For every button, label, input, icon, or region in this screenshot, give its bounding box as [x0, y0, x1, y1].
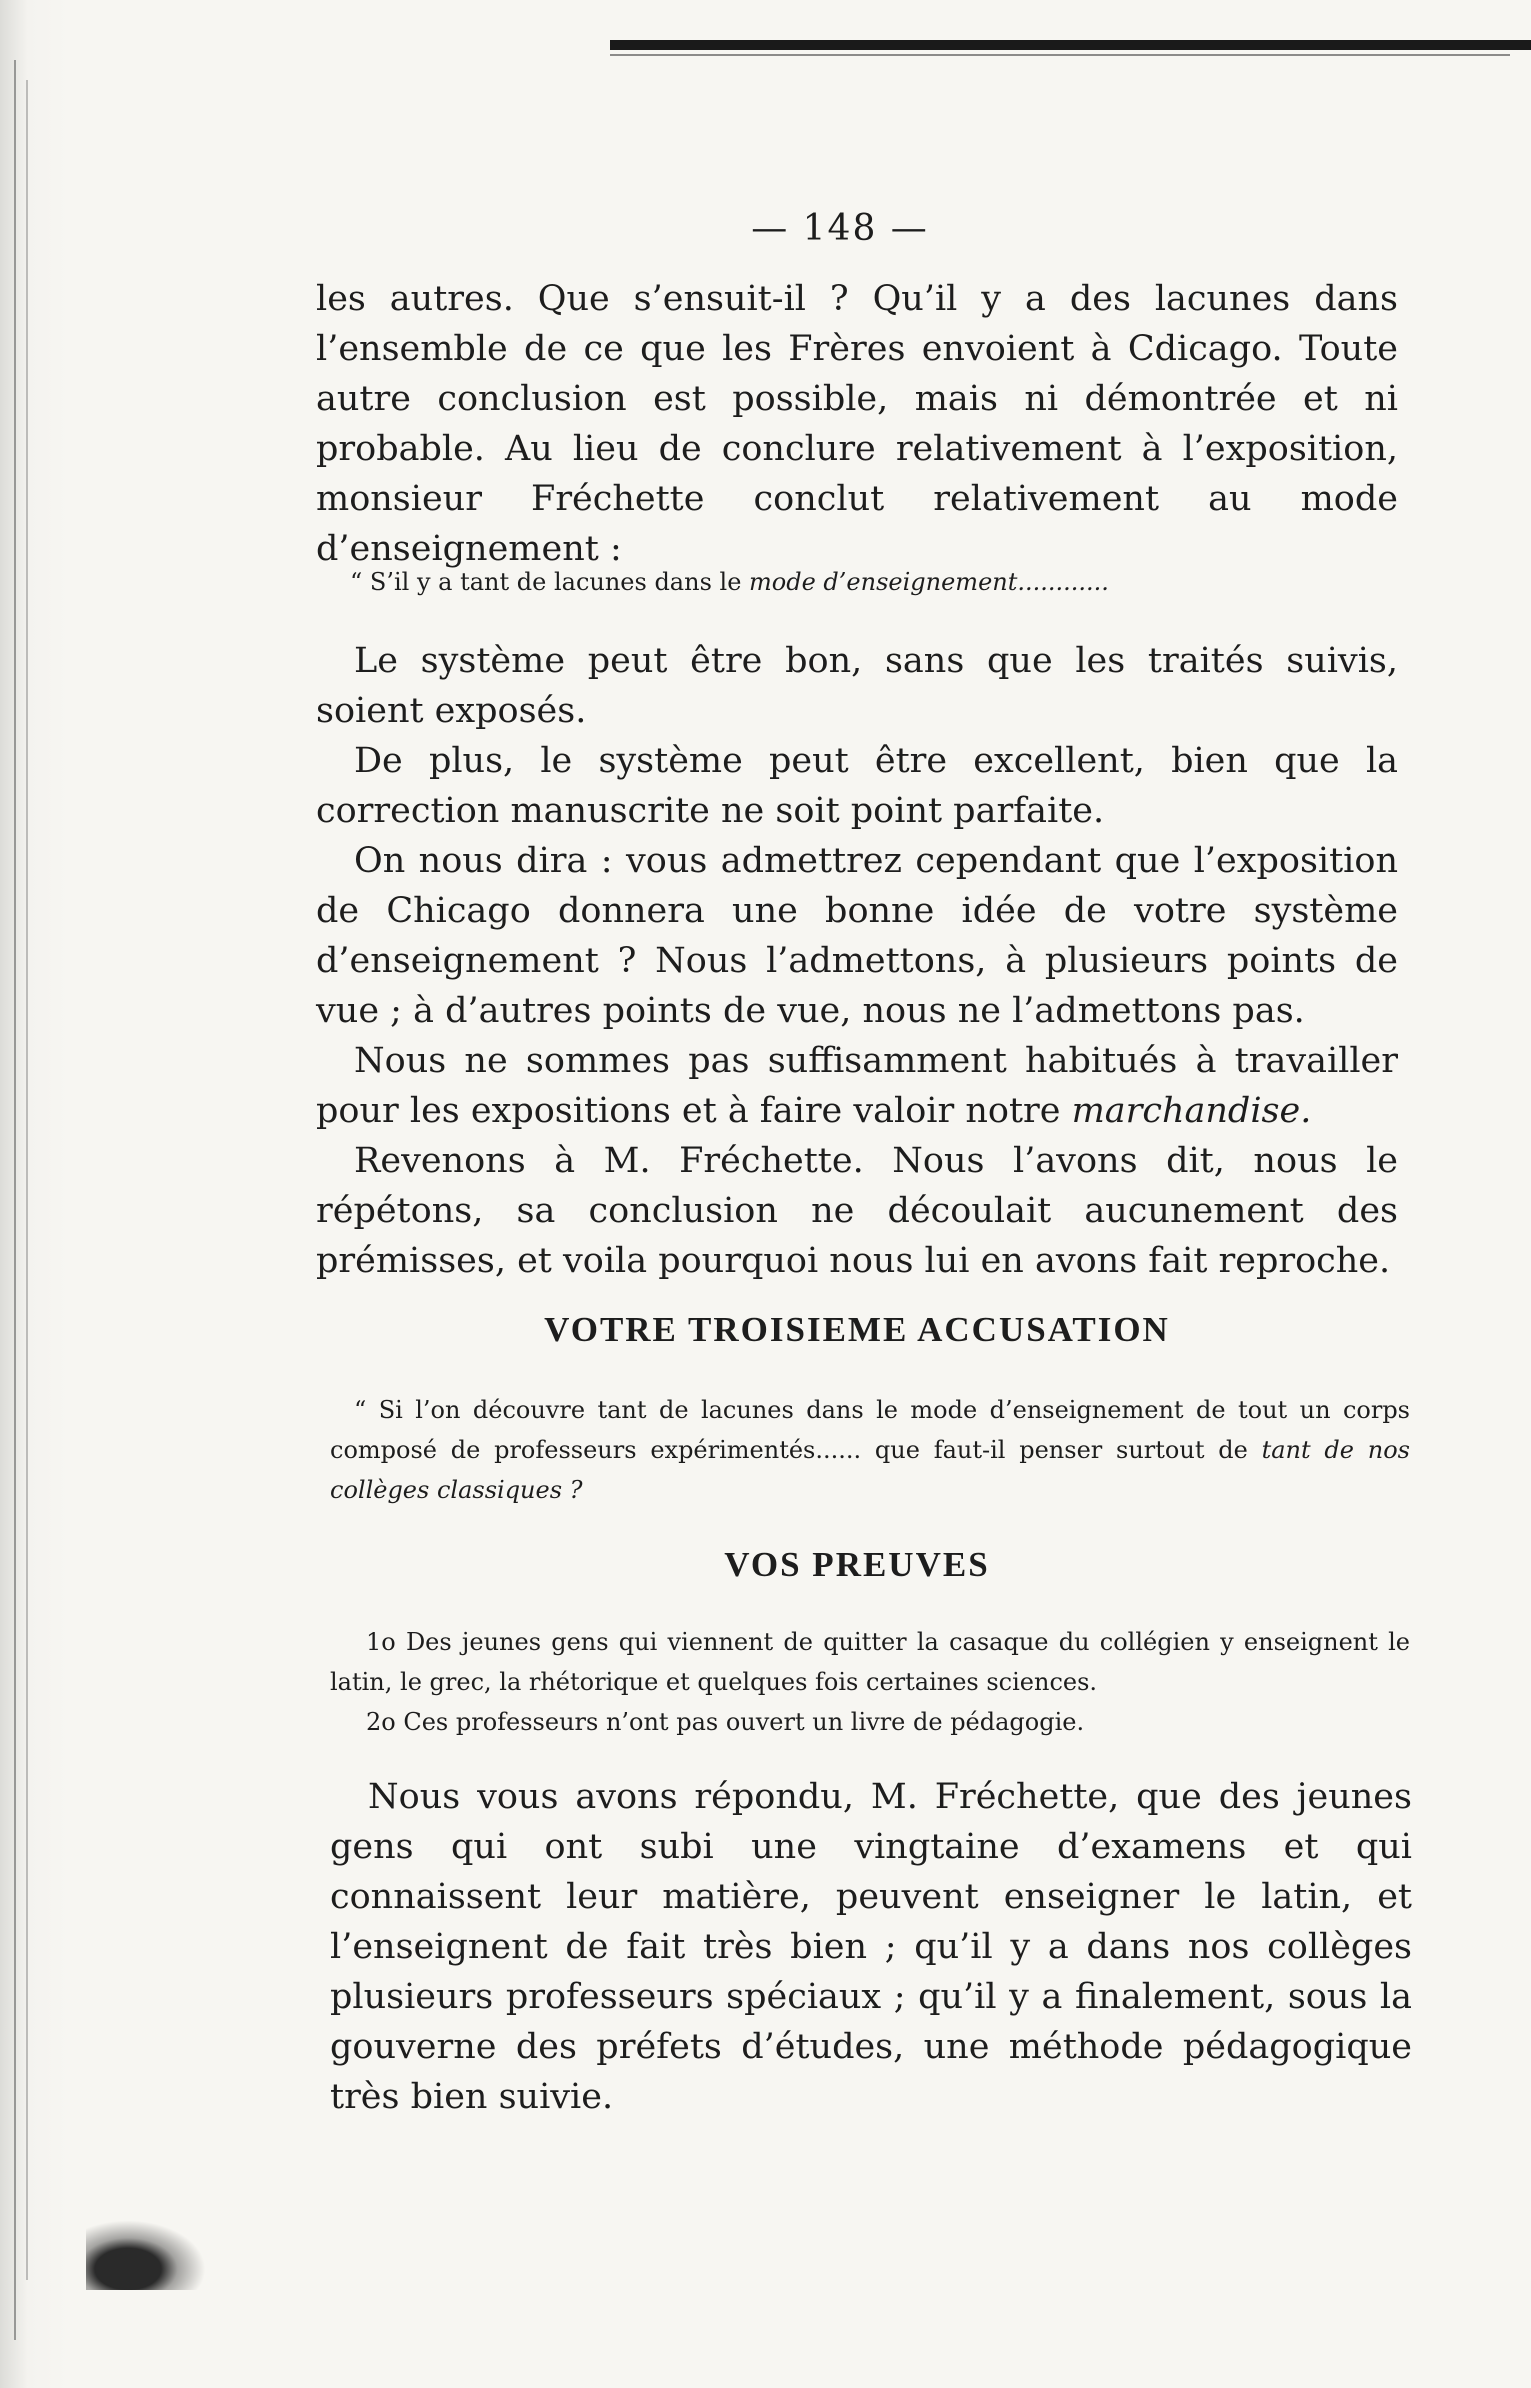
quote-mode-enseignement [350, 562, 1350, 602]
quote-italic: tant de nos collèges classiques ? [330, 1436, 1410, 1504]
scan-smudge [86, 2220, 206, 2290]
binding-shadow-line [26, 80, 28, 2280]
paragraph-systeme-bon: Le système peut être bon, sans que les traités suivis, soient exposés. [316, 641, 1398, 731]
paragraph-italic: marchandise. [1071, 1091, 1312, 1131]
quote-colleges-classiques [330, 1390, 1410, 1510]
paragraph-marchandise [316, 1036, 1398, 1136]
quote-italic: mode d’enseignement............ [749, 568, 1109, 596]
quote-text: “ Si l’on découvre tant de lacunes dans le mode d’enseignement de tout un corps composé de professeurs expérimentés...... que faut-il penser surtout de [330, 1396, 1410, 1464]
quote-text: “ S’il y a tant de lacunes dans le [350, 568, 750, 596]
top-rule [610, 40, 1531, 50]
page-binding-edge [0, 0, 70, 2388]
binding-shadow-line [14, 60, 16, 2340]
paragraph-final-response: Nous vous avons répondu, M. Fréchette, que des jeunes gens qui ont subi une vingtaine d’examens et qui connaissent leur matière, peuvent enseigner le latin, et l’enseignent de fait très bien ; qu’il y a dans nos collèges plusieurs professeurs spéciaux ; qu’il y a finalement, sous la gouverne des préfets d’études, une méthode pédagogique très bien suivie. [330, 1777, 1412, 2117]
proof-item-2: 2o Ces professeurs n’ont pas ouvert un livre de pédagogie. [366, 1708, 1085, 1736]
paragraph-correction: De plus, le système peut être excellent, bien que la correction manuscrite ne soit point parfaite. [316, 741, 1398, 831]
proof-item-1: 1o Des jeunes gens qui viennent de quitter la casaque du collégien y enseignent le latin, le grec, la rhétorique et quelques fois certaines sciences. [330, 1628, 1410, 1696]
section-heading-accusation: VOTRE TROISIEME ACCUSATION [544, 1310, 1170, 1349]
top-rule-thin [610, 54, 1510, 56]
paragraph-revenons: Revenons à M. Fréchette. Nous l’avons dit, nous le répétons, sa conclusion ne découlait aucunement des prémisses, et voila pourquoi nous lui en avons fait reproche. [316, 1141, 1398, 1281]
paragraph-exposition-chicago: On nous dira : vous admettrez cependant que l’exposition de Chicago donnera une bonne idée de votre système d’enseignement ? Nous l’admettons, à plusieurs points de vue ; à d’autres points de vue, nous ne l’admettons pas. [316, 841, 1398, 1031]
section-heading-preuves: VOS PREUVES [724, 1545, 990, 1584]
page-number: — 148 — [751, 208, 929, 249]
paragraph-opening: les autres. Que s’ensuit-il ? Qu’il y a des lacunes dans l’ensemble de ce que les Frères envoient à Cdicago. Toute autre conclusion est possible, mais ni démontrée et ni probable. Au lieu de conclure relativement à l’exposition, monsieur Fréchette conclut relativement au mode d’enseignement : [316, 279, 1398, 569]
paragraph-text: Nous ne sommes pas suffisamment habitués à travailler pour les expositions et à faire valoir notre [316, 1041, 1398, 1131]
